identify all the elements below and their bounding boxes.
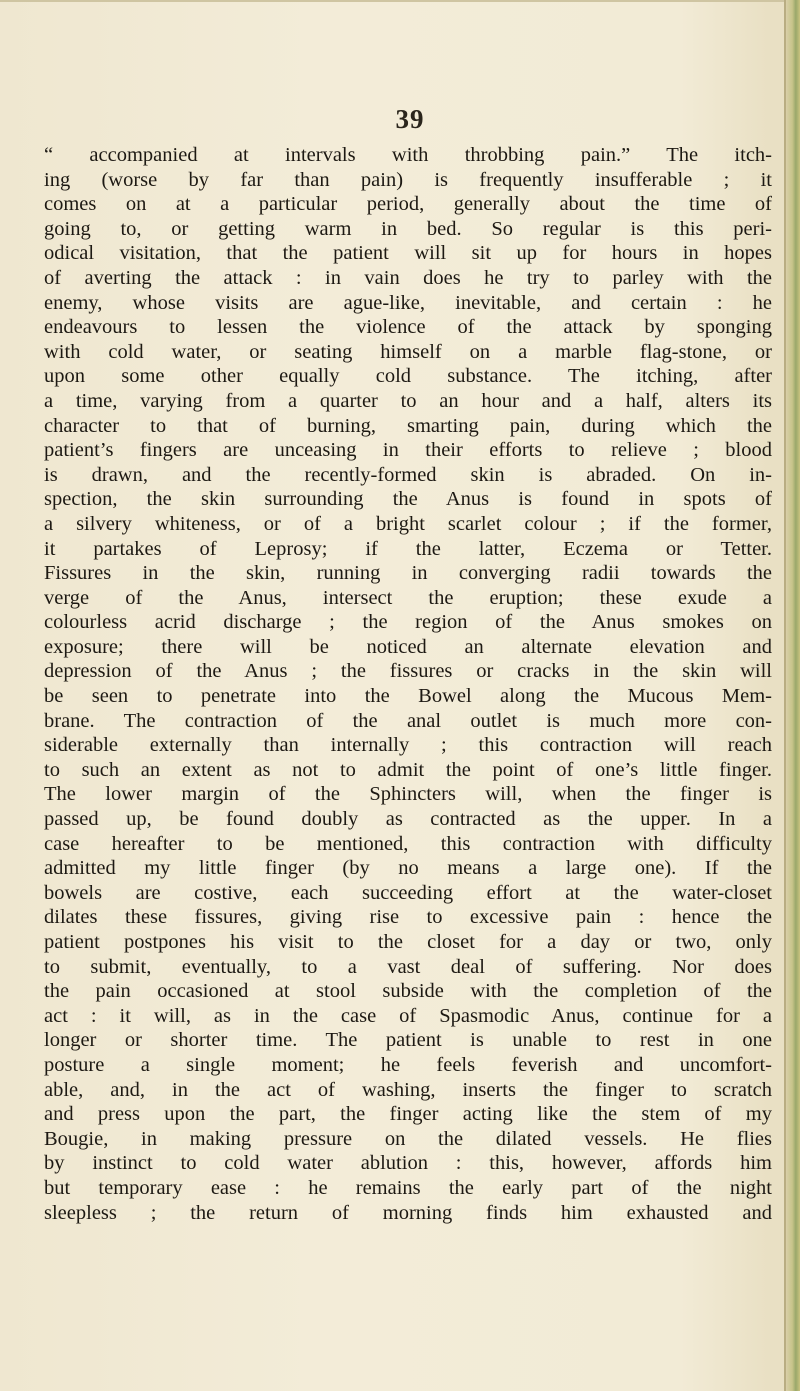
- text-line: passed up, be found doubly as contracted as the upper. In a: [44, 808, 772, 831]
- text-line: odical visitation, that the patient will sit up for hours in hopes: [44, 242, 772, 265]
- text-line: The lower margin of the Sphincters will, when the finger is: [44, 783, 772, 806]
- text-line: verge of the Anus, intersect the eruption; these exude a: [44, 586, 772, 609]
- text-line: is drawn, and the recently-formed skin is abraded. On in-: [44, 463, 772, 486]
- text-line: by instinct to cold water ablution : this, however, affords him: [44, 1152, 772, 1175]
- text-line: a time, varying from a quarter to an hour and a half, alters its: [44, 389, 772, 412]
- page-top-edge: [0, 0, 786, 2]
- text-line: patient postpones his visit to the closet for a day or two, only: [44, 931, 772, 953]
- text-line: of averting the attack : in vain does he try to parley with the: [44, 266, 772, 289]
- text-line: patient’s fingers are unceasing in their efforts to relieve ; blood: [44, 439, 772, 462]
- text-line: spection, the skin surrounding the Anus is found in spots of: [44, 488, 772, 511]
- text-line: with cold water, or seating himself on a marble flag-stone, or: [44, 340, 772, 363]
- text-line: dilates these fissures, giving rise to excessive pain : hence the: [44, 906, 772, 929]
- page-right-edge: [786, 0, 800, 1391]
- text-line: act : it will, as in the case of Spasmodic Anus, continue for a: [44, 1004, 772, 1027]
- text-line: and press upon the part, the finger acting like the stem of my: [44, 1103, 772, 1126]
- text-line: bowels are costive, each succeeding effort at the water-closet: [44, 881, 772, 904]
- page-number: 39: [395, 104, 425, 134]
- text-line: depression of the Anus ; the fissures or cracks in the skin will: [44, 660, 772, 683]
- text-line: upon some other equally cold substance. The itching, after: [44, 365, 772, 388]
- text-line: going to, or getting warm in bed. So regular is this peri-: [44, 217, 772, 240]
- text-line: enemy, whose visits are ague-like, inevitable, and certain : he: [44, 291, 772, 314]
- text-line: to such an extent as not to admit the point of one’s little finger.: [44, 758, 772, 781]
- text-line: ing (worse by far than pain) is frequently insufferable ; it: [44, 168, 772, 191]
- text-line: be seen to penetrate into the Bowel along the Mucous Mem-: [44, 685, 772, 708]
- text-line: comes on at a particular period, generally about the time of: [44, 193, 772, 216]
- text-line: colourless acrid discharge ; the region of the Anus smokes on: [44, 611, 772, 634]
- text-line: but temporary ease : he remains the early part of the night: [44, 1176, 772, 1199]
- text-line: endeavours to lessen the violence of the attack by sponging: [44, 316, 772, 339]
- text-line: brane. The contraction of the anal outlet is much more con-: [44, 709, 772, 732]
- text-line: able, and, in the act of washing, inserts the finger to scratch: [44, 1078, 772, 1101]
- text-line: sleepless ; the return of morning finds him exhausted and: [44, 1201, 772, 1224]
- text-line: “ accompanied at intervals with throbbing pain.” The itch-: [44, 144, 772, 166]
- text-line: admitted my little finger (by no means a large one). If the: [44, 857, 772, 880]
- text-line: Bougie, in making pressure on the dilated vessels. He flies: [44, 1127, 772, 1150]
- text-line: the pain occasioned at stool subside with the completion of the: [44, 980, 772, 1003]
- text-line: siderable externally than internally ; this contraction will reach: [44, 734, 772, 757]
- text-line: case hereafter to be mentioned, this contraction with difficulty: [44, 832, 772, 855]
- text-line: to submit, eventually, to a vast deal of suffering. Nor does: [44, 955, 772, 978]
- text-line: a silvery whiteness, or of a bright scarlet colour ; if the former,: [44, 512, 772, 535]
- text-line: longer or shorter time. The patient is unable to rest in one: [44, 1029, 772, 1052]
- text-line: character to that of burning, smarting pain, during which the: [44, 414, 772, 437]
- text-line: it partakes of Leprosy; if the latter, Eczema or Tetter.: [44, 537, 772, 560]
- text-line: Fissures in the skin, running in converging radii towards the: [44, 562, 772, 585]
- body-text: [44, 143, 772, 1225]
- text-line: posture a single moment; he feels feverish and uncomfort-: [44, 1053, 772, 1076]
- text-line: exposure; there will be noticed an alternate elevation and: [44, 635, 772, 658]
